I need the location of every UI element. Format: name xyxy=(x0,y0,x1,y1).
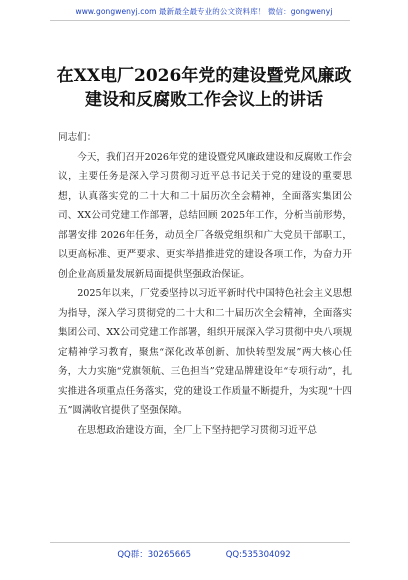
page-header: www.gongwenyj.com 最新最全最专业的公文资料库！ 微信：gongwenyj xyxy=(75,7,333,16)
footer-divider xyxy=(50,542,350,543)
document-body xyxy=(58,128,352,440)
title-line-2: 建设和反腐败工作会议上的讲话 xyxy=(85,90,323,110)
paragraph-1: 今天，我们召开2026年党的建设暨党风廉政建设和反腐败工作会议，主要任务是深入学习贯彻习近平总书记关于党的建设的重要思想，认真落实党的二十大和二十届历次全会精神，全面落实集团公司、XX公司党建工作部署，总结回顾 2025年工作，分析当前形势，部署安排 2026年任务，动员全厂各级党组织和广大党员干部职工，以更高标准、更严要求、更实举措推进党的建设各项工作，为奋力开创企业高质量发展新局面提供坚强政治保证。 xyxy=(58,151,352,280)
paragraph-2: 2025年以来，厂党委坚持以习近平新时代中国特色社会主义思想为指导，深入学习贯彻党的二十大和二十届历次全会精神，全面落实集团公司、XX公司党建工作部署，组织开展深入学习贯彻中央八项规定精神学习教育，聚焦“深化改革创新、加快转型发展”两大核心任务，大力实施“党旗领航、三色担当”党建品牌建设年“专项行动”，扎实推进各项重点任务落实，党的建设工作质量不断提升，为实现“十四五”圆满收官提供了坚强保障。 xyxy=(58,288,352,416)
footer-qq-group: QQ群：30265665 xyxy=(117,550,192,560)
header-divider xyxy=(50,20,350,21)
salutation: 同志们： xyxy=(58,132,97,143)
document-title xyxy=(0,64,408,112)
page-footer xyxy=(0,548,408,560)
paragraph-3: 在思想政治建设方面，全厂上下坚持把学习贯彻习近平总 xyxy=(77,424,318,436)
footer-qq-contact: QQ:535304092 xyxy=(225,550,291,560)
title-line-1: 在XX电厂2026年党的建设暨党风廉政 xyxy=(56,66,352,86)
